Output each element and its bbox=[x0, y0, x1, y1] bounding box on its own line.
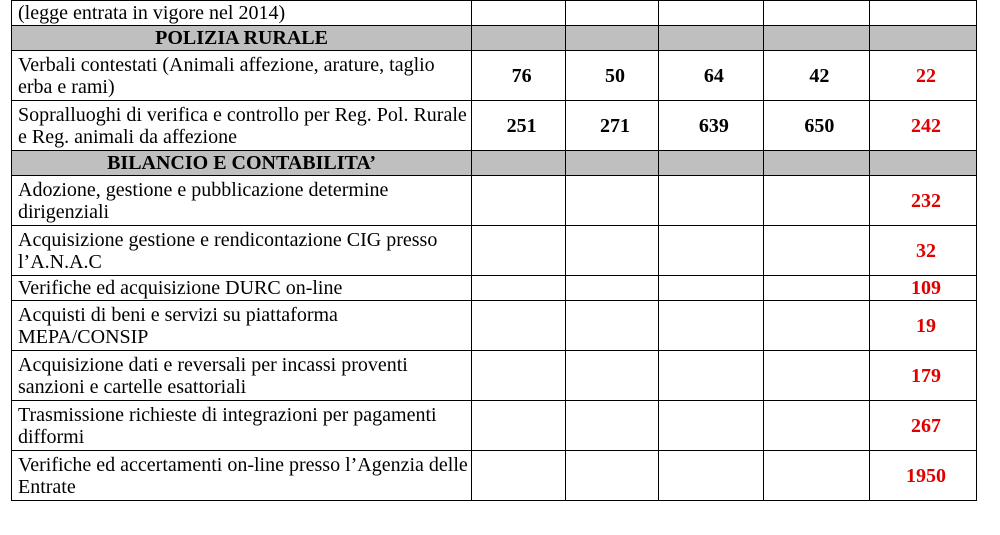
table-row bbox=[12, 351, 977, 401]
row-label: Verifiche ed accertamenti on-line presso l’Agenzia delle Entrate bbox=[12, 451, 472, 501]
value-cell bbox=[566, 226, 659, 276]
empty-cell bbox=[763, 151, 869, 176]
table-row bbox=[12, 176, 977, 226]
value-cell bbox=[566, 301, 659, 351]
value-cell bbox=[869, 1, 976, 26]
value-cell bbox=[472, 226, 566, 276]
value-cell: 650 bbox=[763, 101, 869, 151]
table-row bbox=[12, 276, 977, 301]
value-cell: 64 bbox=[658, 51, 763, 101]
value-cell: 232 bbox=[869, 176, 976, 226]
value-cell: 271 bbox=[566, 101, 659, 151]
value-cell bbox=[566, 276, 659, 301]
value-cell: 251 bbox=[472, 101, 566, 151]
empty-cell bbox=[763, 26, 869, 51]
empty-cell bbox=[472, 26, 566, 51]
value-cell: 109 bbox=[869, 276, 976, 301]
row-label: Acquisizione gestione e rendicontazione CIG presso l’A.N.A.C bbox=[12, 226, 472, 276]
value-cell: 32 bbox=[869, 226, 976, 276]
section-title: POLIZIA RURALE bbox=[12, 26, 472, 51]
value-cell bbox=[763, 301, 869, 351]
section-row-bilancio bbox=[12, 151, 977, 176]
value-cell: 42 bbox=[763, 51, 869, 101]
value-cell bbox=[566, 401, 659, 451]
table-row bbox=[12, 301, 977, 351]
value-cell bbox=[566, 351, 659, 401]
table-row bbox=[12, 226, 977, 276]
value-cell bbox=[763, 401, 869, 451]
value-cell: 1950 bbox=[869, 451, 976, 501]
value-cell bbox=[566, 176, 659, 226]
value-cell: 179 bbox=[869, 351, 976, 401]
value-cell: 76 bbox=[472, 51, 566, 101]
row-label: Acquisti di beni e servizi su piattaforma MEPA/CONSIP bbox=[12, 301, 472, 351]
value-cell bbox=[658, 301, 763, 351]
empty-cell bbox=[566, 151, 659, 176]
empty-cell bbox=[658, 26, 763, 51]
value-cell bbox=[763, 276, 869, 301]
table-row bbox=[12, 451, 977, 501]
value-cell: 19 bbox=[869, 301, 976, 351]
value-cell bbox=[658, 226, 763, 276]
value-cell bbox=[658, 401, 763, 451]
row-label: Sopralluoghi di verifica e controllo per Reg. Pol. Rurale e Reg. animali da affezione bbox=[12, 101, 472, 151]
value-cell bbox=[472, 1, 566, 26]
value-cell bbox=[472, 176, 566, 226]
empty-cell bbox=[869, 26, 976, 51]
value-cell: 639 bbox=[658, 101, 763, 151]
value-cell bbox=[763, 451, 869, 501]
value-cell bbox=[472, 451, 566, 501]
value-cell bbox=[763, 176, 869, 226]
value-cell: 267 bbox=[869, 401, 976, 451]
row-label: Acquisizione dati e reversali per incassi proventi sanzioni e cartelle esattoriali bbox=[12, 351, 472, 401]
row-label: (legge entrata in vigore nel 2014) bbox=[12, 1, 472, 26]
table-row bbox=[12, 401, 977, 451]
table-row bbox=[12, 51, 977, 101]
row-label: Verbali contestati (Animali affezione, arature, taglio erba e rami) bbox=[12, 51, 472, 101]
empty-cell bbox=[658, 151, 763, 176]
row-label: Trasmissione richieste di integrazioni per pagamenti difformi bbox=[12, 401, 472, 451]
row-label: Verifiche ed acquisizione DURC on-line bbox=[12, 276, 472, 301]
activity-table bbox=[11, 0, 977, 501]
value-cell bbox=[658, 351, 763, 401]
value-cell bbox=[658, 276, 763, 301]
value-cell bbox=[472, 276, 566, 301]
empty-cell bbox=[566, 26, 659, 51]
value-cell bbox=[566, 1, 659, 26]
value-cell bbox=[763, 1, 869, 26]
value-cell bbox=[658, 451, 763, 501]
value-cell: 242 bbox=[869, 101, 976, 151]
value-cell bbox=[658, 176, 763, 226]
value-cell bbox=[763, 226, 869, 276]
empty-cell bbox=[472, 151, 566, 176]
section-title: BILANCIO E CONTABILITA’ bbox=[12, 151, 472, 176]
value-cell bbox=[472, 401, 566, 451]
value-cell bbox=[472, 351, 566, 401]
table-row bbox=[12, 1, 977, 26]
value-cell bbox=[658, 1, 763, 26]
table-row bbox=[12, 101, 977, 151]
value-cell: 50 bbox=[566, 51, 659, 101]
section-row-polizia-rurale bbox=[12, 26, 977, 51]
value-cell bbox=[763, 351, 869, 401]
empty-cell bbox=[869, 151, 976, 176]
value-cell: 22 bbox=[869, 51, 976, 101]
value-cell bbox=[566, 451, 659, 501]
row-label: Adozione, gestione e pubblicazione determine dirigenziali bbox=[12, 176, 472, 226]
value-cell bbox=[472, 301, 566, 351]
